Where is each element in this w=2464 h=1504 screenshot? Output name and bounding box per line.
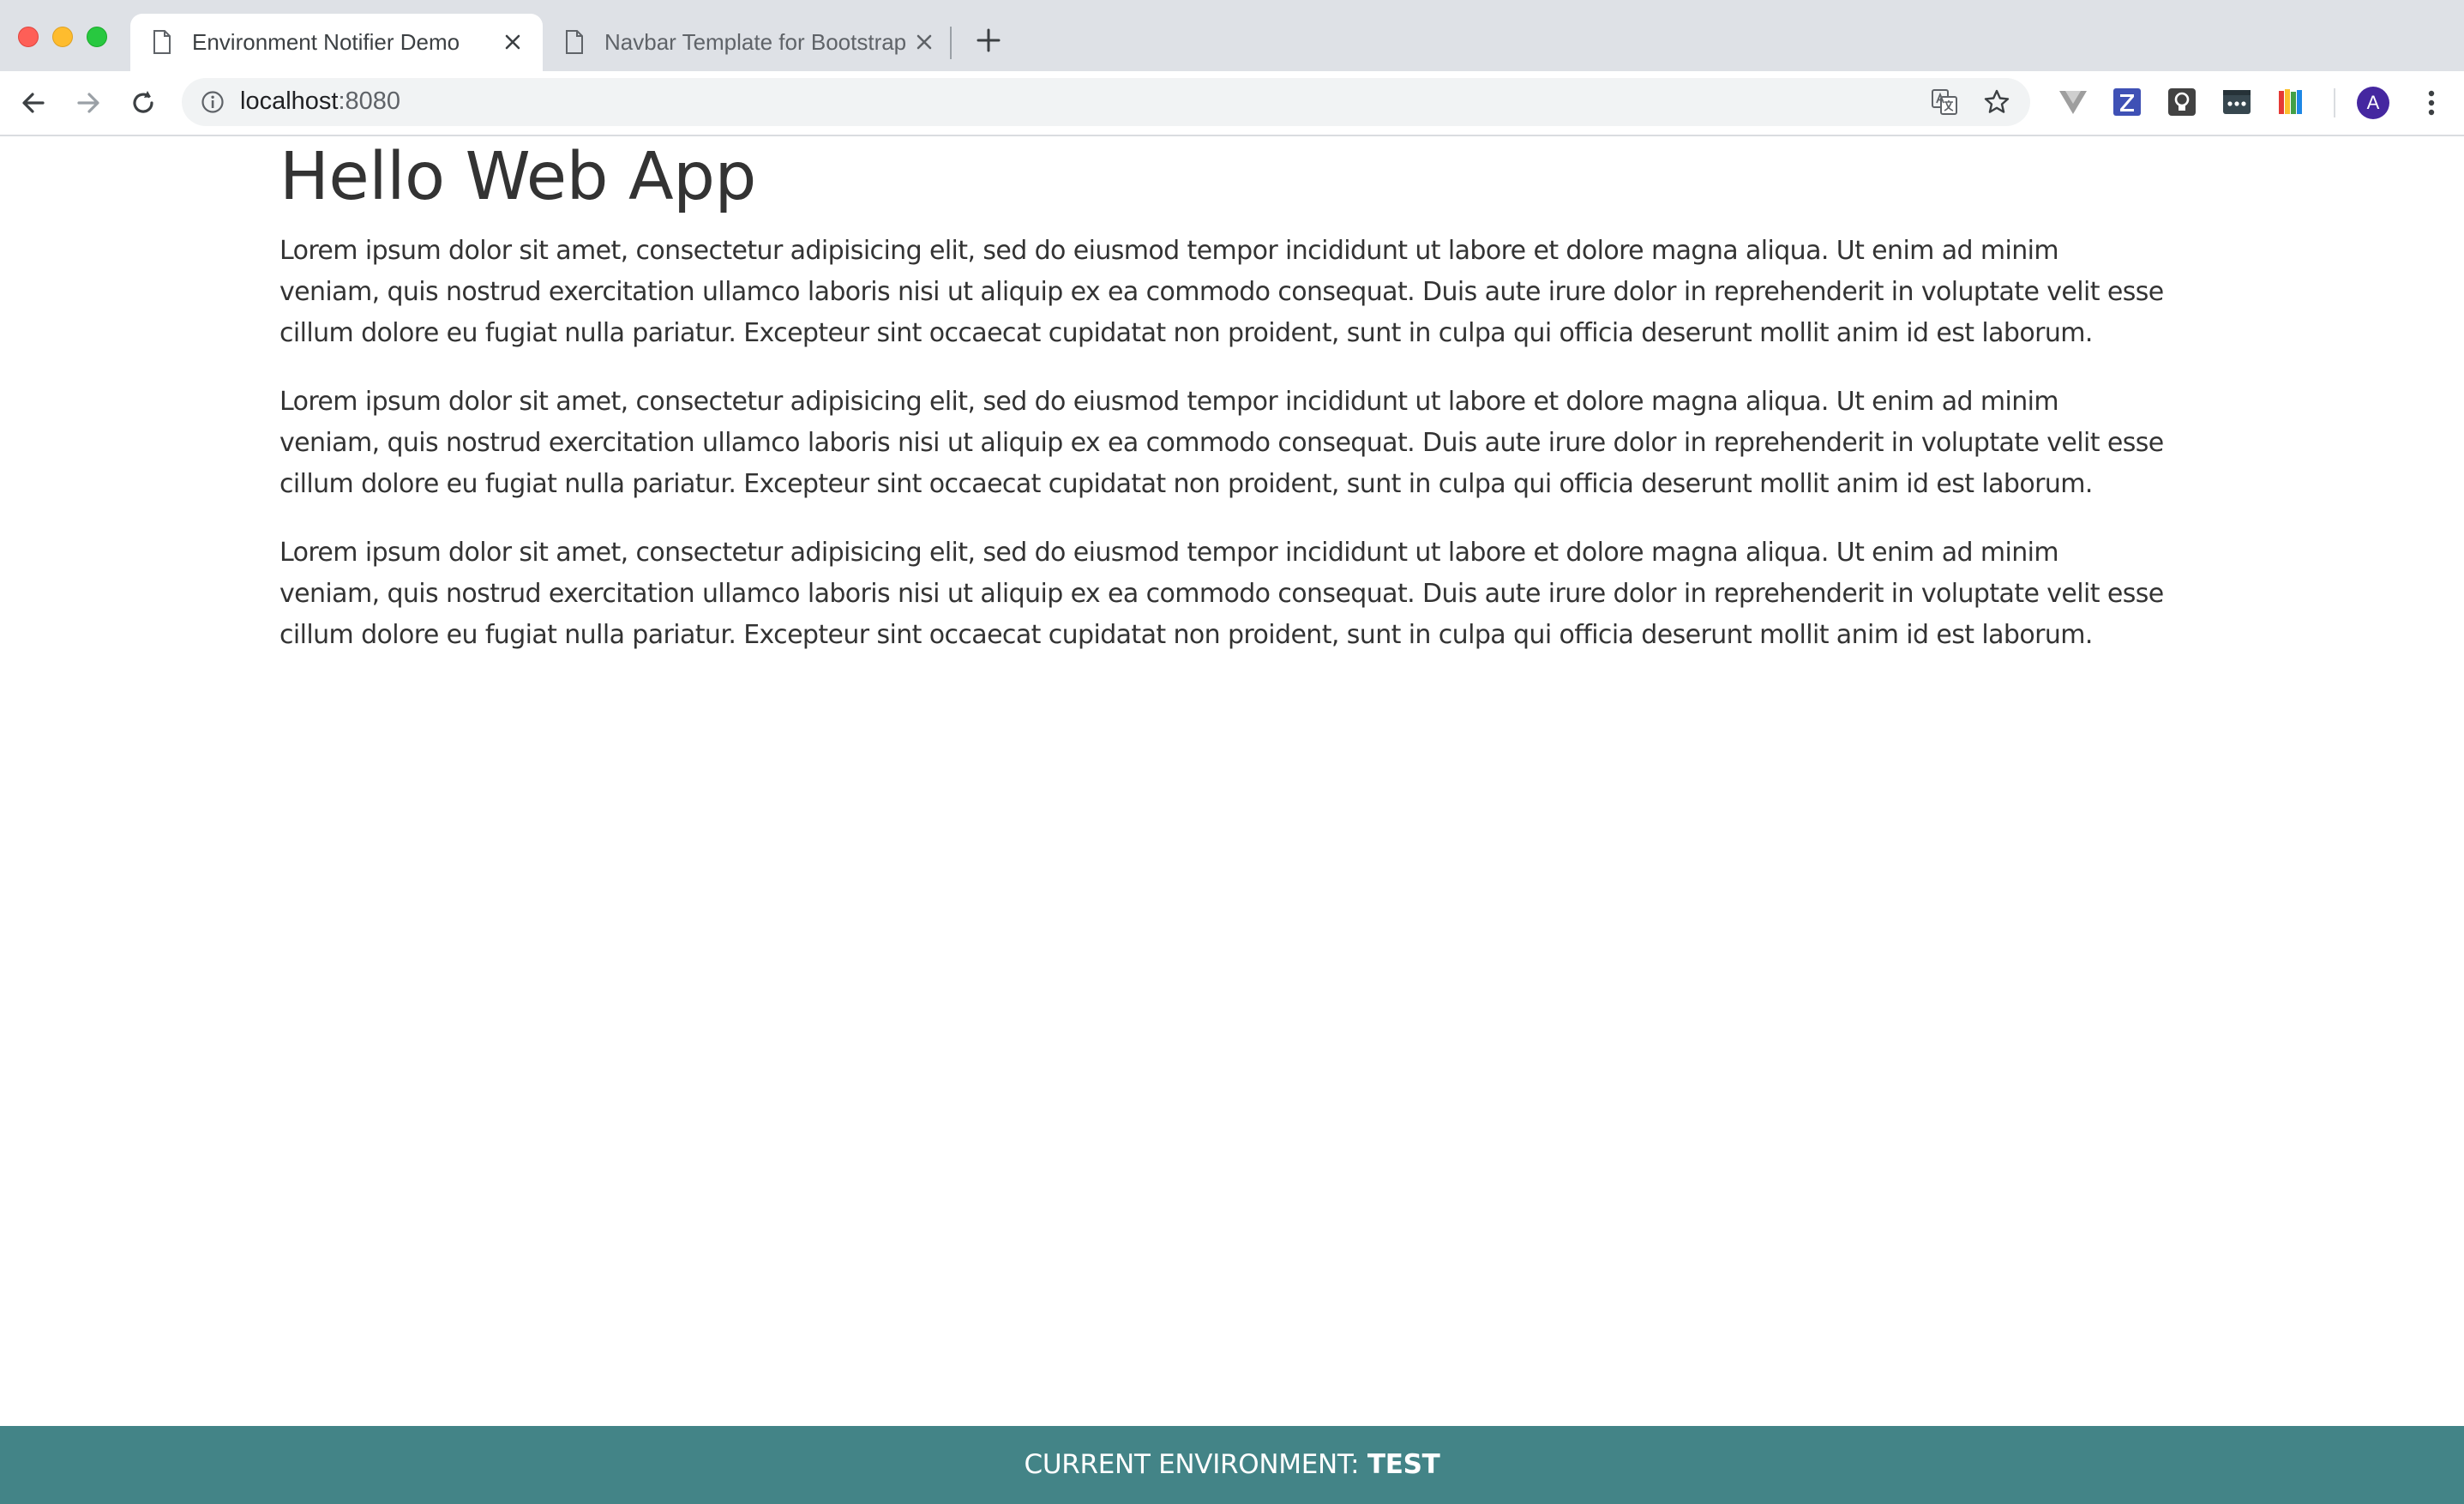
paragraph: Lorem ipsum dolor sit amet, consectetur adipisicing elit, sed do eiusmod tempor incididunt ut labore et dolore magna aliqua. Ut enim ad minim veniam, quis nostrud exercitation ullamco laboris nisi ut aliquip ex ea commodo consequat. Duis aute irure dolor in reprehenderit in voluptate velit esse cillum dolore eu fugiat nulla pariatur. Excepteur sint occaecat cupidatat non proident, sunt in culpa qui officia deserunt mollit anim id est laborum. [279, 538, 2164, 650]
url-text [240, 87, 400, 116]
environment-value: TEST [1367, 1449, 1440, 1480]
lightbulb-extension-icon[interactable] [2167, 87, 2197, 117]
tab-title: Navbar Template for Bootstrap [604, 29, 907, 55]
password-dots-extension-icon[interactable] [2221, 87, 2252, 117]
environment-banner [0, 1426, 2464, 1504]
zoom-window-button[interactable] [87, 27, 107, 47]
toolbar-divider [2334, 88, 2335, 117]
new-tab-plus-icon[interactable] [976, 27, 1001, 53]
url-port: :8080 [338, 87, 401, 115]
library-books-extension-icon[interactable] [2276, 87, 2307, 117]
browser-tabstrip [0, 0, 2464, 71]
back-arrow-icon[interactable] [17, 87, 50, 119]
paragraph: Lorem ipsum dolor sit amet, consectetur adipisicing elit, sed do eiusmod tempor incididunt ut labore et dolore magna aliqua. Ut enim ad minim veniam, quis nostrud exercitation ullamco laboris nisi ut aliquip ex ea commodo consequat. Duis aute irure dolor in reprehenderit in voluptate velit esse cillum dolore eu fugiat nulla pariatur. Excepteur sint occaecat cupidatat non proident, sunt in culpa qui officia deserunt mollit anim id est laborum. [279, 236, 2164, 348]
kebab-menu-icon[interactable] [2416, 87, 2447, 119]
url-host: localhost [240, 87, 339, 115]
tab-navbar-template[interactable] [543, 14, 953, 71]
tab-title: Environment Notifier Demo [192, 29, 460, 55]
minimize-window-button[interactable] [52, 27, 73, 47]
environment-label: CURRENT ENVIRONMENT: [1024, 1449, 1367, 1480]
document-icon [153, 30, 171, 54]
browser-toolbar [0, 71, 2464, 136]
profile-avatar[interactable]: A [2357, 87, 2389, 119]
paragraph: Lorem ipsum dolor sit amet, consectetur adipisicing elit, sed do eiusmod tempor incididunt ut labore et dolore magna aliqua. Ut enim ad minim veniam, quis nostrud exercitation ullamco laboris nisi ut aliquip ex ea commodo consequat. Duis aute irure dolor in reprehenderit in voluptate velit esse cillum dolore eu fugiat nulla pariatur. Excepteur sint occaecat cupidatat non proident, sunt in culpa qui officia deserunt mollit anim id est laborum. [279, 387, 2164, 499]
close-icon[interactable] [913, 31, 935, 53]
close-icon[interactable] [502, 31, 524, 53]
bookmark-star-icon[interactable] [1983, 88, 2010, 116]
translate-icon[interactable] [1931, 88, 1958, 116]
document-icon [565, 30, 584, 54]
z-extension-icon[interactable] [2112, 87, 2142, 117]
page-title: Hello Web App [279, 139, 756, 215]
reload-icon[interactable] [127, 87, 159, 119]
tab-divider [950, 27, 952, 59]
address-bar[interactable] [182, 78, 2030, 126]
info-icon[interactable] [201, 90, 225, 114]
close-window-button[interactable] [18, 27, 39, 47]
page-content [279, 136, 2166, 656]
forward-arrow-icon[interactable] [72, 87, 105, 119]
vue-devtools-extension-icon[interactable] [2058, 87, 2088, 117]
tab-environment-notifier-demo[interactable] [130, 14, 543, 71]
